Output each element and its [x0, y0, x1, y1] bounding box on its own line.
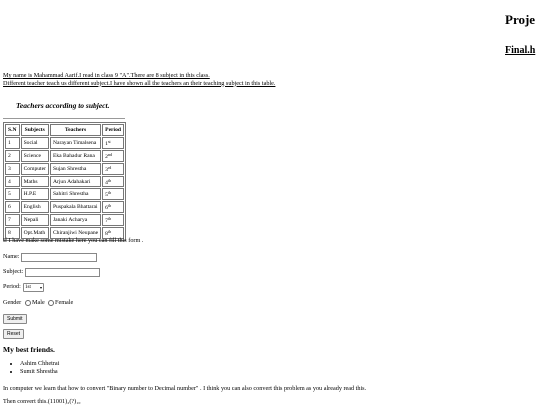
cell-sn: 4 [5, 176, 20, 188]
cell-period [102, 214, 124, 226]
column-header-sn: S.N [5, 124, 20, 136]
table-header-row [5, 124, 124, 136]
intro-line-1: My name is Mahammad Aarif.I read in class 9 "A".There are 8 subject in this class. [3, 72, 210, 79]
cell-subject: Computer [21, 163, 49, 175]
period-number: 8 [105, 231, 108, 238]
cell-sn: 3 [5, 163, 20, 175]
table-row [5, 137, 124, 149]
friends-list [10, 360, 59, 375]
column-header-subjects: Subjects [21, 124, 49, 136]
cell-subject: English [21, 201, 49, 213]
final-link[interactable]: Final.h [505, 45, 536, 56]
form-intro: If I have make some mistake here you can fill this form . [3, 237, 144, 244]
period-number: 6 [105, 205, 108, 212]
column-header-teachers: Teachers [50, 124, 101, 136]
table-row [5, 201, 124, 213]
subject-field[interactable] [25, 268, 100, 277]
list-item: • Sumit Shrestha [20, 368, 59, 376]
cell-subject: Social [21, 137, 49, 149]
convert-question: Then convert this.(11001)₂(?)₁₀ [3, 398, 81, 405]
cell-teacher: Sahitri Shrestha [50, 188, 101, 200]
cell-period [102, 176, 124, 188]
period-number: 7 [105, 218, 108, 225]
cell-subject: Opt.Math [21, 227, 49, 239]
table-row [5, 176, 124, 188]
reset-button[interactable]: Reset [3, 329, 24, 339]
period-number: 2 [105, 153, 108, 160]
cell-period [102, 137, 124, 149]
chevron-down-icon: ▾ [39, 285, 42, 290]
cell-sn: 6 [5, 201, 20, 213]
cell-subject: H.P.E [21, 188, 49, 200]
period-selected-value: 1st [25, 285, 31, 290]
binary-paragraph: In computer we learn that how to convert "Binary number to Decimal number" . I think you can also convert this problem as you already read this. [3, 385, 367, 392]
submit-button[interactable]: Submit [3, 314, 27, 324]
gender-male-radio[interactable] [25, 300, 31, 306]
period-number: 5 [105, 192, 108, 199]
table-row [5, 163, 124, 175]
table-row [5, 214, 124, 226]
gender-male-label: Male [32, 299, 45, 306]
name-field[interactable] [21, 253, 97, 262]
divider [3, 118, 125, 119]
cell-sn: 8 [5, 227, 20, 239]
table-caption: Teachers according to subject. [16, 101, 110, 110]
column-header-period: Period [102, 124, 124, 136]
period-suffix: th [107, 190, 112, 196]
period-suffix: th [107, 177, 112, 183]
cell-subject: Nepali [21, 214, 49, 226]
page-title: Proje [505, 12, 536, 27]
table-row [5, 150, 124, 162]
cell-teacher: Janaki Acharya [50, 214, 101, 226]
cell-teacher: Chiranjiwi Neupane [50, 227, 101, 239]
period-suffix: rd [107, 164, 112, 170]
list-item: • Ashim Chhetrai [20, 360, 59, 368]
name-label: Name: [3, 253, 20, 260]
cell-teacher: Sujan Shrestha [50, 163, 101, 175]
cell-period [102, 150, 124, 162]
cell-teacher: Arjun Adahakari [50, 176, 101, 188]
intro-paragraph [3, 72, 275, 87]
cell-teacher: Puspakala Bhattarai [50, 201, 101, 213]
period-suffix: st [107, 138, 111, 144]
cell-teacher: Eka Bahadur Rana [50, 150, 101, 162]
period-select[interactable] [23, 283, 44, 292]
cell-teacher: Narayan Timalsena [50, 137, 101, 149]
cell-period [102, 188, 124, 200]
period-suffix: th [107, 203, 112, 209]
gender-label: Gender [3, 299, 22, 306]
teachers-table [3, 122, 126, 241]
cell-sn: 1 [5, 137, 20, 149]
cell-sn: 5 [5, 188, 20, 200]
period-suffix: th [107, 216, 112, 222]
cell-period [102, 163, 124, 175]
cell-subject: Maths [21, 176, 49, 188]
intro-line-2: Different teacher teach us different subject.I have shown all the teachers an their teaching subject in this table. [3, 79, 276, 87]
period-number: 3 [105, 166, 108, 173]
period-label: Period: [3, 283, 21, 290]
friends-heading: My best friends. [3, 345, 55, 354]
gender-female-radio[interactable] [48, 300, 54, 306]
table-row [5, 188, 124, 200]
period-suffix: nd [107, 151, 112, 157]
period-suffix: th [107, 229, 112, 235]
gender-female-label: Female [55, 299, 74, 306]
period-number: 4 [105, 179, 108, 186]
cell-sn: 7 [5, 214, 20, 226]
cell-sn: 2 [5, 150, 20, 162]
period-number: 1 [105, 140, 108, 147]
cell-subject: Science [21, 150, 49, 162]
subject-label: Subject: [3, 268, 24, 275]
cell-period [102, 201, 124, 213]
